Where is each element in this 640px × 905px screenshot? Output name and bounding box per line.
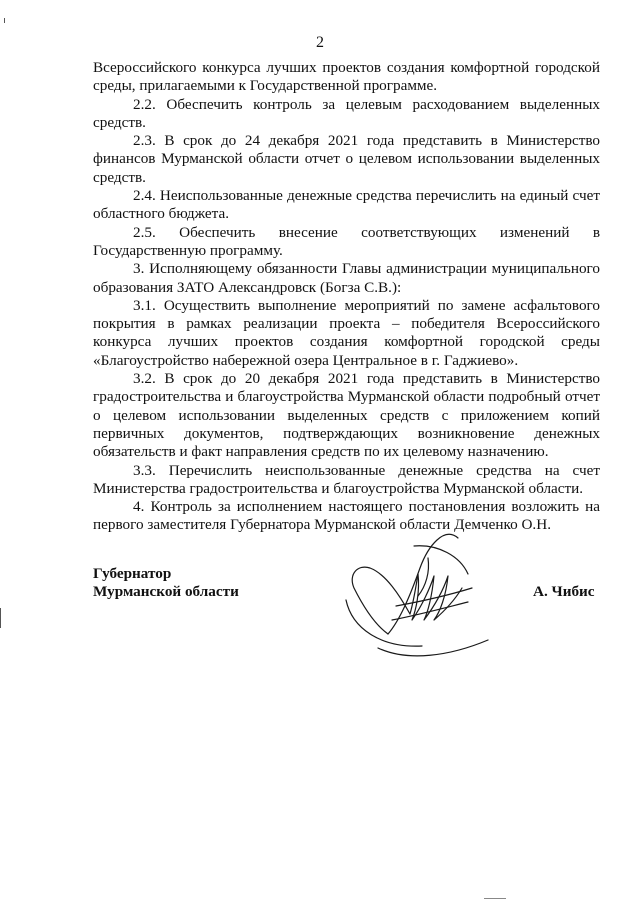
signatory-position [93, 565, 239, 602]
handwritten-signature [318, 516, 518, 716]
page-number: 2 [316, 34, 324, 51]
paragraph-3-2: 3.2. В срок до 20 декабря 2021 года представить в Министерство градостроительства и благоустройства Мурманской области подробный отчет о целевом использовании выделенных средств с приложением копий первичных документов, подтверждающих возникновение денежных обязательств и факт направления средств по их целевому назначению. [93, 370, 600, 461]
paragraph-4: 4. Контроль за исполнением настоящего постановления возложить на первого заместителя Губернатора Мурманской области Демченко О.Н. [93, 498, 600, 534]
paragraph-2-5: 2.5. Обеспечить внесение соответствующих изменений в Государственную программу. [93, 223, 600, 259]
paragraph-3-3: 3.3. Перечислить неиспользованные денежные средства на счет Министерства градостроительства и благоустройства Мурманской области. [93, 461, 600, 497]
document-body [93, 59, 600, 535]
left-margin-mark [0, 608, 1, 628]
signatory-name: А. Чибис [533, 583, 595, 600]
paragraph-2-2: 2.2. Обеспечить контроль за целевым расходованием выделенных средств. [93, 95, 600, 131]
signatory-position-line2: Мурманской области [93, 583, 239, 601]
paragraph-2-3: 2.3. В срок до 24 декабря 2021 года представить в Министерство финансов Мурманской области отчет о целевом использовании выделенных средств. [93, 132, 600, 186]
top-corner-mark [4, 18, 5, 23]
bottom-scan-mark [484, 898, 506, 899]
paragraph-intro: Всероссийского конкурса лучших проектов создания комфортной городской среды, прилагаемыми к Государственной программе. [93, 59, 600, 95]
paragraph-3: 3. Исполняющему обязанности Главы администрации муниципального образования ЗАТО Александровск (Богза С.В.): [93, 260, 600, 296]
paragraph-2-4: 2.4. Неиспользованные денежные средства перечислить на единый счет областного бюджета. [93, 187, 600, 223]
signatory-position-line1: Губернатор [93, 565, 172, 582]
paragraph-3-1: 3.1. Осуществить выполнение мероприятий по замене асфальтового покрытия в рамках реализации проекта – победителя Всероссийского конкурса лучших проектов создания комфортной городской среды «Благоустройство набережной озера Центральное в г. Гаджиево». [93, 296, 600, 369]
